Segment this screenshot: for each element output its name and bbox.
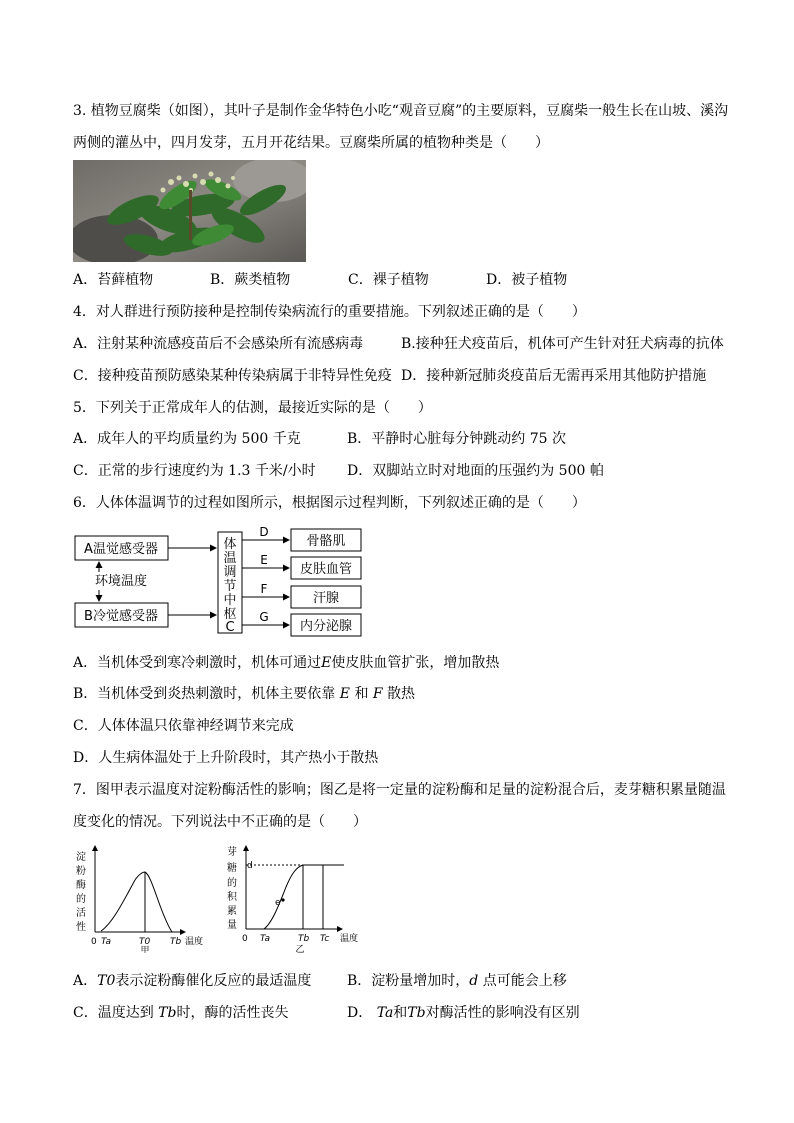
arrow-label-g: G bbox=[259, 610, 269, 624]
yi-ylabel-0: 芽 bbox=[227, 847, 237, 858]
q7-stem-line1: 7．图甲表示温度对淀粉酶活性的影响；图乙是将一定量的淀粉酶和足量的淀粉混合后，麦芽糖积累量随温 bbox=[73, 782, 726, 798]
q7-option-d-rest: 对酶活性的影响没有区别 bbox=[425, 1005, 580, 1021]
q3-option-c[interactable]: C．裸子植物 bbox=[348, 272, 429, 288]
q6-option-a[interactable] bbox=[73, 653, 499, 673]
q4-option-a[interactable]: A．注射某种流感疫苗后不会感染所有流感病毒 bbox=[73, 336, 364, 352]
thermoregulation-diagram bbox=[73, 524, 373, 644]
yi-ylabel-2: 的 bbox=[227, 878, 237, 889]
yi-tick-tb: Tb bbox=[298, 934, 310, 944]
center-char-2: 调 bbox=[223, 565, 237, 580]
q7-option-a-var: T0 bbox=[97, 973, 116, 989]
q7-option-d-var1: Ta bbox=[376, 1005, 394, 1021]
center-char-3: 节 bbox=[223, 579, 237, 594]
yi-label-d: d bbox=[247, 861, 253, 871]
q7-option-b[interactable] bbox=[347, 971, 567, 991]
q6-option-b-var2: F bbox=[372, 686, 383, 702]
q7-option-c-pre: C．温度达到 bbox=[73, 1005, 154, 1021]
jia-origin: 0 bbox=[91, 937, 97, 947]
q7-option-c-var: Tb bbox=[158, 1005, 177, 1021]
jia-ylabel-1: 粉 bbox=[76, 866, 86, 877]
tofu-plant-photo bbox=[73, 160, 306, 262]
arrow-label-e: E bbox=[260, 553, 268, 567]
jia-ylabel-4: 活 bbox=[76, 908, 86, 919]
q4-option-c[interactable]: C．接种疫苗预防感染某种传染病属于非特异性免疫 bbox=[73, 368, 392, 384]
target-skeletal-muscle: 骨骼肌 bbox=[306, 534, 346, 549]
yi-tick-tc: Tc bbox=[320, 934, 330, 944]
jia-tick-t0: T0 bbox=[139, 937, 151, 947]
yi-ylabel-5: 量 bbox=[227, 920, 237, 931]
q4-option-b[interactable]: B.接种狂犬疫苗后，机体可产生针对狂犬病毒的抗体 bbox=[401, 336, 724, 352]
q7-option-d-and: 和 bbox=[393, 1005, 408, 1021]
jia-ylabel-5: 性 bbox=[76, 922, 86, 933]
q3-option-b[interactable]: B．蕨类植物 bbox=[210, 272, 291, 288]
target-endocrine-gland: 内分泌腺 bbox=[299, 619, 353, 634]
q6-option-b-var1: E bbox=[339, 686, 350, 702]
box-cold-receptor-label: B冷觉感受器 bbox=[84, 609, 158, 624]
q6-option-c[interactable]: C．人体体温只依靠神经调节来完成 bbox=[73, 718, 294, 734]
center-char-5: 枢 bbox=[223, 607, 237, 622]
q3-stem-line2: 两侧的灌丛中，四月发芽，五月开花结果。豆腐柴所属的植物种类是（ ） bbox=[73, 135, 549, 151]
q6-option-a-text: A．当机体受到寒冷刺激时，机体可通过 bbox=[73, 655, 322, 671]
env-temperature-label: 环境温度 bbox=[94, 574, 148, 589]
q6-option-b[interactable] bbox=[73, 684, 415, 704]
q6-option-b-rest: 散热 bbox=[387, 686, 416, 702]
jia-tick-tb: Tb bbox=[170, 937, 182, 947]
chart-jia bbox=[73, 838, 223, 957]
q3-option-d[interactable]: D．被子植物 bbox=[486, 272, 568, 288]
q5-option-a[interactable]: A．成年人的平均质量约为 500 千克 bbox=[73, 431, 301, 447]
q6-stem: 6．人体体温调节的过程如图所示，根据图示过程判断，下列叙述正确的是（ ） bbox=[73, 495, 586, 511]
arrow-label-d: D bbox=[259, 525, 269, 539]
q7-option-d-pre: D． bbox=[347, 1005, 373, 1021]
q5-option-c[interactable]: C．正常的步行速度约为 1.3 千米/小时 bbox=[73, 463, 316, 479]
jia-caption: 甲 bbox=[140, 946, 150, 953]
yi-caption: 乙 bbox=[295, 945, 305, 953]
yi-tick-ta: Ta bbox=[260, 934, 271, 944]
q7-option-b-pre: B．淀粉量增加时， bbox=[347, 973, 470, 989]
q7-option-a-pre: A． bbox=[73, 973, 98, 989]
q7-option-c-rest: 时，酶的活性丧失 bbox=[176, 1005, 289, 1021]
q6-option-a-var: E bbox=[321, 655, 332, 671]
q5-option-d[interactable]: D．双脚站立时对地面的压强约为 500 帕 bbox=[347, 463, 604, 479]
q7-option-b-var: d bbox=[469, 973, 479, 989]
jia-ylabel-0: 淀 bbox=[76, 852, 86, 863]
q6-option-d[interactable]: D．人生病体温处于上升阶段时，其产热小于散热 bbox=[73, 750, 379, 766]
q3-option-a[interactable]: A．苔藓植物 bbox=[73, 272, 154, 288]
yi-ylabel-1: 糖 bbox=[227, 863, 237, 874]
yi-origin: 0 bbox=[242, 934, 248, 944]
center-char-0: 体 bbox=[223, 537, 237, 552]
target-skin-vessels: 皮肤血管 bbox=[299, 562, 353, 577]
arrow-label-f: F bbox=[260, 582, 268, 596]
chart-yi bbox=[224, 843, 369, 957]
q7-option-a-rest: 表示淀粉酶催化反应的最适温度 bbox=[115, 973, 312, 989]
jia-tick-ta: Ta bbox=[101, 937, 112, 947]
jia-xlabel: 温度 bbox=[185, 937, 204, 947]
yi-ylabel-3: 积 bbox=[227, 892, 237, 903]
q7-option-c[interactable] bbox=[73, 1003, 288, 1023]
box-warm-receptor-label: A温觉感受器 bbox=[84, 542, 158, 557]
q5-stem: 5．下列关于正常成年人的估测，最接近实际的是（ ） bbox=[73, 400, 432, 416]
jia-ylabel-2: 酶 bbox=[76, 880, 86, 891]
yi-point-e bbox=[281, 898, 284, 901]
jia-curve bbox=[101, 872, 172, 932]
center-char-6: C bbox=[225, 620, 235, 635]
center-char-1: 温 bbox=[223, 551, 237, 566]
q7-option-d-var2: Tb bbox=[407, 1005, 426, 1021]
target-sweat-gland: 汗腺 bbox=[312, 591, 340, 606]
q7-option-d[interactable] bbox=[347, 1003, 580, 1023]
q4-option-d[interactable]: D．接种新冠肺炎疫苗后无需再采用其他防护措施 bbox=[401, 368, 707, 384]
yi-label-e: e bbox=[275, 898, 281, 908]
q3-stem-line1: 3. 植物豆腐柴（如图），其叶子是制作金华特色小吃“观音豆腐”的主要原料，豆腐柴一般生长在山坡、溪沟 bbox=[73, 103, 729, 119]
q7-option-b-rest: 点可能会上移 bbox=[482, 973, 567, 989]
jia-ylabel-3: 的 bbox=[76, 894, 86, 905]
q5-option-b[interactable]: B．平静时心脏每分钟跳动约 75 次 bbox=[347, 431, 567, 447]
q7-option-a[interactable] bbox=[73, 971, 311, 991]
q6-option-a-rest: 使皮肤血管扩张，增加散热 bbox=[331, 655, 500, 671]
yi-curve bbox=[264, 865, 344, 929]
q6-option-b-and: 和 bbox=[354, 686, 369, 702]
q4-stem: 4．对人群进行预防接种是控制传染病流行的重要措施。下列叙述正确的是（ ） bbox=[73, 304, 586, 320]
yi-xlabel: 温度 bbox=[340, 934, 359, 944]
yi-ylabel-4: 累 bbox=[227, 906, 237, 917]
q7-stem-line2: 度变化的情况。下列说法中不正确的是（ ） bbox=[73, 814, 367, 830]
center-char-4: 中 bbox=[223, 593, 237, 608]
q6-option-b-text: B．当机体受到炎热刺激时，机体主要依靠 bbox=[73, 686, 336, 702]
